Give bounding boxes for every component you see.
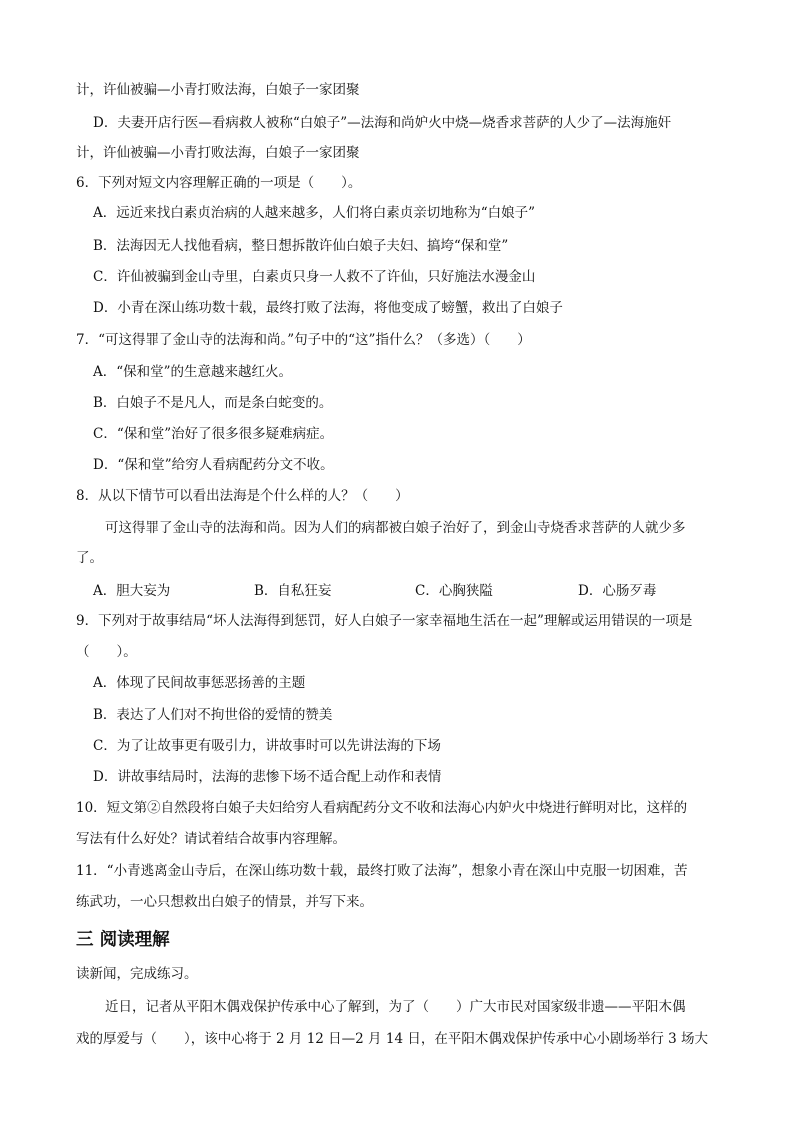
question-9-blank: （ ）。 [76,644,137,660]
question-11: 11．“小青逃离金山寺后，在深山练功数十载，最终打败了法海”，想象小青在深山中克服一切困难，苦 [76,863,688,879]
question-6-option-b: B．法海因无人找他看病，整日想拆散许仙白娘子夫妇、搞垮“保和堂” [93,238,509,254]
question-9-option-d: D．讲故事结局时，法海的悲惨下场不适合配上动作和表情 [93,769,442,785]
question-7: 7．“可这得罪了金山寺的法海和尚。”句子中的“这”指什么？（多选）（ ） [76,332,531,348]
question-7-option-d: D．“保和堂”给穷人看病配药分文不收。 [93,457,334,473]
question-6-option-c: C．许仙被骗到金山寺里，白素贞只身一人救不了许仙，只好施法水漫金山 [93,269,536,285]
question-9: 9．下列对于故事结局“坏人法海得到惩罚，好人白娘子一家幸福地生活在一起”理解或运用错误的一项是 [76,613,693,629]
option-d-continuation: 计，许仙被骗—小青打败法海，白娘子一家团聚 [76,145,360,161]
question-6-option-d: D．小青在深山练功数十载，最终打败了法海，将他变成了螃蟹，救出了白娘子 [93,300,563,316]
question-7-option-c: C．“保和堂”治好了很多很多疑难病症。 [93,426,334,442]
question-9-option-c: C．为了让故事更有吸引力，讲故事时可以先讲法海的下场 [93,738,441,754]
question-8-option-a: A．胆大妄为 [93,583,171,599]
question-7-option-b: B．白娘子不是凡人，而是条白蛇变的。 [93,395,333,411]
option-c-continuation: 计，许仙被骗—小青打败法海，白娘子一家团聚 [76,82,360,98]
question-11-continuation: 练武功，一心只想救出白娘子的情景，并写下来。 [76,894,373,910]
section-instruction: 读新闻，完成练习。 [76,966,198,982]
question-7-option-a: A．“保和堂”的生意越来越红火。 [93,364,293,380]
question-8-passage-end: 了。 [76,550,103,566]
question-8-passage: 可这得罪了金山寺的法海和尚。因为人们的病都被白娘子治好了，到金山寺烧香求菩萨的人就少多 [105,520,686,536]
news-paragraph-continuation: 戏的厚爱与（ ），该中心将于 2 月 12 日—2 月 14 日，在平阳木偶戏保护传承中心小剧场举行 3 场大 [76,1031,708,1047]
question-8-option-d: D．心肠歹毒 [578,583,657,599]
question-8-option-b: B．自私狂妄 [254,583,332,599]
question-9-option-a: A．体现了民间故事惩恶扬善的主题 [93,675,306,691]
question-10-continuation: 写法有什么好处？请试着结合故事内容理解。 [76,831,346,847]
question-8-option-c: C．心胸狭隘 [415,583,493,599]
question-8: 8．从以下情节可以看出法海是个什么样的人？（ ） [76,488,409,504]
question-6-option-a: A．远近来找白素贞治病的人越来越多，人们将白素贞亲切地称为“白娘子” [93,205,536,221]
section-heading: 三 阅读理解 [76,930,170,950]
question-8-options [93,581,744,601]
question-6: 6．下列对短文内容理解正确的一项是（ ）。 [76,175,362,191]
news-paragraph: 近日，记者从平阳木偶戏保护传承中心了解到，为了（ ）广大市民对国家级非遗——平阳木偶 [105,999,686,1015]
option-d: D．夫妻开店行医—看病救人被称“白娘子”—法海和尚妒火中烧—烧香求菩萨的人少了—法海施奸 [93,115,672,131]
question-10: 10．短文第②自然段将白娘子夫妇给穷人看病配药分文不收和法海心内妒火中烧进行鲜明对比，这样的 [76,800,688,816]
question-9-option-b: B．表达了人们对不拘世俗的爱情的赞美 [93,707,333,723]
